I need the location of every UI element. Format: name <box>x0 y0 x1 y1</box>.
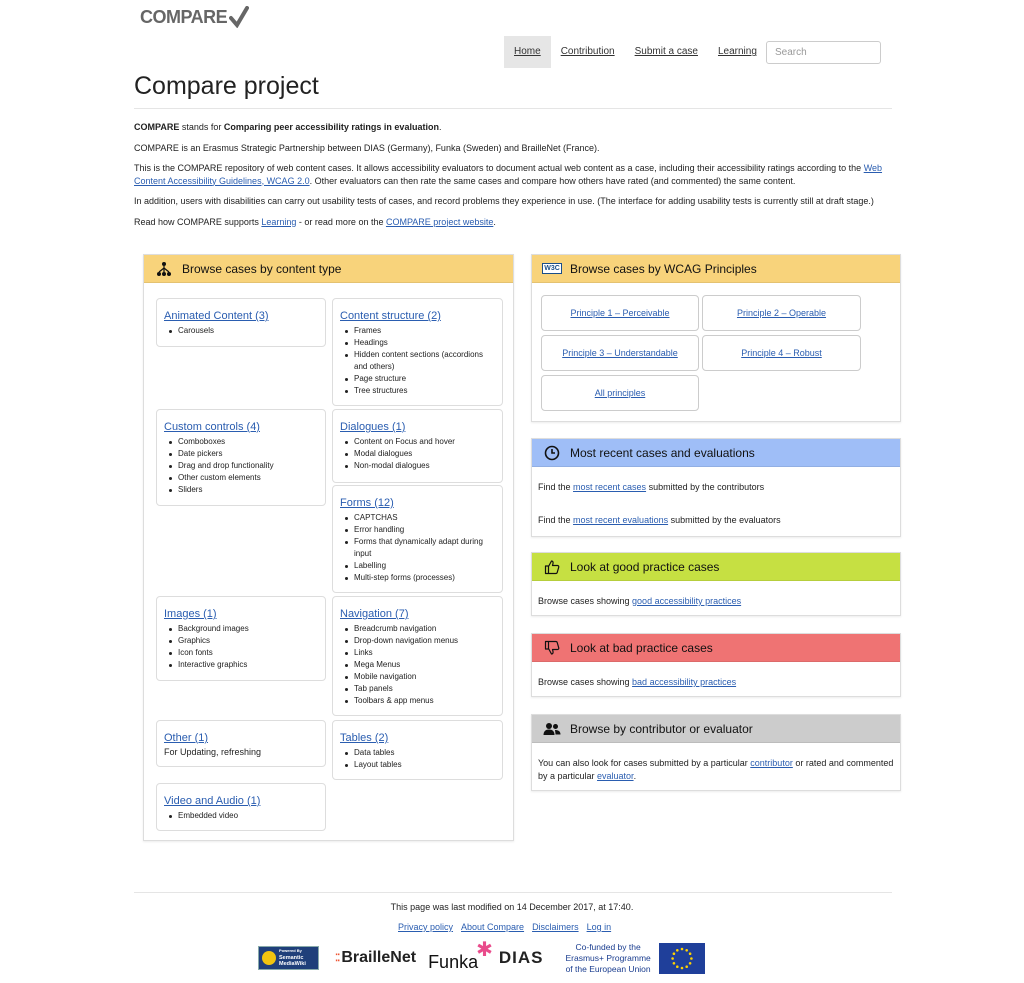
smw-flower-icon <box>262 951 276 965</box>
users-icon <box>542 719 562 739</box>
category-card <box>156 409 326 506</box>
dias-text: DIAS <box>498 948 544 967</box>
intro-strong: COMPARE <box>134 122 180 132</box>
subcategory-item: Labelling <box>340 560 495 572</box>
divider <box>134 108 892 109</box>
category-card <box>332 485 503 593</box>
subcategory-item: Page structure <box>340 373 495 385</box>
subcategory-list <box>164 810 318 822</box>
body-text: Browse cases showing <box>538 596 633 606</box>
eu-line: of the European Union <box>565 963 651 974</box>
category-card <box>332 720 503 780</box>
subcategory-item: Error handling <box>340 524 495 536</box>
subcategory-item: Sliders <box>164 484 318 496</box>
all-principles-button[interactable]: All principles <box>541 375 699 411</box>
subcategory-list <box>340 325 495 397</box>
subcategory-item: Icon fonts <box>164 647 318 659</box>
footer-divider <box>134 892 892 893</box>
w3c-icon <box>542 259 562 279</box>
category-card <box>332 298 503 406</box>
hierarchy-icon <box>154 259 174 279</box>
body-text: submitted by the contributors <box>646 482 765 492</box>
subcategory-list <box>164 436 318 496</box>
principle-2-button[interactable]: Principle 2 – Operable <box>702 295 861 331</box>
subcategory-item: Comboboxes <box>164 436 318 448</box>
subcategory-item: Hidden content sections (accordions and others) <box>340 349 495 373</box>
braillenet-logo <box>335 949 416 967</box>
eu-line: Erasmus+ Programme <box>565 952 651 963</box>
subcategory-item: Frames <box>340 325 495 337</box>
intro-strong: Comparing peer accessibility ratings in evaluation <box>223 122 439 132</box>
subcategory-item: Links <box>340 647 495 659</box>
smw-line: MediaWiki <box>279 961 306 968</box>
body-text: or rated and commented by a particular <box>538 758 894 781</box>
category-link[interactable]: Other (1) <box>164 732 209 744</box>
subcategory-item: Toolbars & app menus <box>340 695 495 707</box>
subcategory-item: Layout tables <box>340 759 495 771</box>
partner-logos <box>258 940 705 976</box>
panel-title: Look at bad practice cases <box>570 640 713 655</box>
main-nav <box>504 36 767 68</box>
bad-practice-body <box>532 662 900 689</box>
semantic-mediawiki-badge[interactable] <box>258 946 319 970</box>
subcategory-list <box>340 747 495 771</box>
panel-title: Most recent cases and evaluations <box>570 445 755 460</box>
braille-dots-icon: ⁚⁚ <box>335 952 340 964</box>
evaluator-link[interactable]: evaluator <box>597 771 634 781</box>
category-link[interactable]: Navigation (7) <box>340 608 409 620</box>
search-input[interactable] <box>766 41 881 64</box>
intro-text-span: This is the COMPARE repository of web content cases. It allows accessibility evaluators to document actual web content as a case, including their accessibility ratings according to the <box>134 163 864 173</box>
contributor-body <box>532 743 900 783</box>
smw-line: Semantic <box>279 954 304 961</box>
principle-3-button[interactable]: Principle 3 – Understandable <box>541 335 699 371</box>
category-card <box>156 298 326 347</box>
panel-title: Browse cases by content type <box>182 261 342 276</box>
category-card <box>332 409 503 483</box>
category-card <box>156 783 326 831</box>
panel-title: Browse by contributor or evaluator <box>570 721 753 736</box>
page-title: Compare project <box>134 72 319 100</box>
nav-home[interactable]: Home <box>504 36 551 68</box>
nav-submit-case[interactable]: Submit a case <box>634 46 698 57</box>
bad-practice-heading <box>532 634 900 662</box>
subcategory-list <box>164 325 318 337</box>
intro-text-span: . <box>493 216 496 227</box>
thumbs-up-icon <box>542 557 562 577</box>
subcategory-item: Embedded video <box>164 810 318 822</box>
body-text: submitted by the evaluators <box>668 515 781 525</box>
bad-practices-link[interactable]: bad accessibility practices <box>632 677 737 687</box>
braillenet-text: BrailleNet <box>341 949 417 966</box>
category-link[interactable]: Animated Content (3) <box>164 310 269 322</box>
panel-title: Browse cases by WCAG Principles <box>570 261 757 276</box>
subcategory-item: Drop-down navigation menus <box>340 635 495 647</box>
recent-evaluations-link[interactable]: most recent evaluations <box>573 515 669 525</box>
subcategory-item: Modal dialogues <box>340 448 495 460</box>
subcategory-item: Graphics <box>164 635 318 647</box>
subcategory-item: Data tables <box>340 747 495 759</box>
contributor-panel <box>531 714 901 791</box>
eu-cofunded-text <box>565 942 650 975</box>
principle-4-button[interactable]: Principle 4 – Robust <box>702 335 861 371</box>
intro-text <box>134 121 890 236</box>
subcategory-item: Non-modal dialogues <box>340 460 495 472</box>
category-link[interactable]: Custom controls (4) <box>164 421 260 433</box>
intro-text-span: stands for <box>179 122 224 132</box>
intro-text-span: - or read more on the <box>296 216 386 227</box>
wcag-heading <box>532 255 900 283</box>
wcag-link[interactable]: Web Content Accessibility Guidelines, WCAG 2.0 <box>134 163 883 186</box>
recent-cases-line <box>538 481 894 494</box>
funka-logo <box>428 941 493 975</box>
body-text: . <box>633 771 637 781</box>
category-link[interactable]: Forms (12) <box>340 497 394 509</box>
intro-p2: COMPARE is an Erasmus Strategic Partnership between DIAS (Germany), Funka (Sweden) and BrailleNet (France). <box>134 142 600 153</box>
good-practice-body <box>532 581 900 608</box>
subcategory-list <box>164 623 318 671</box>
intro-p1 <box>134 121 890 134</box>
log-in-link[interactable]: Log in <box>586 922 612 932</box>
project-website-link[interactable]: COMPARE project website <box>385 216 494 227</box>
subcategory-item: Other custom elements <box>164 472 318 484</box>
subcategory-item: Content on Focus and hover <box>340 436 495 448</box>
body-text: Browse cases showing <box>538 677 633 687</box>
intro-text-span: . <box>438 122 442 132</box>
checkmark-icon <box>229 6 249 28</box>
contributor-heading <box>532 715 900 743</box>
recent-heading <box>532 439 900 467</box>
category-card <box>332 596 503 716</box>
subcategory-item: Tree structures <box>340 385 495 397</box>
subcategory-item: Date pickers <box>164 448 318 460</box>
site-logo[interactable] <box>140 6 249 28</box>
subcategory-item: Multi-step forms (processes) <box>340 572 495 584</box>
body-text: You can also look for cases submitted by a particular <box>538 758 751 768</box>
subcategory-item: Forms that dynamically adapt during input <box>340 536 495 560</box>
learning-link[interactable]: Learning <box>261 216 297 227</box>
nav-learning[interactable]: Learning <box>717 46 757 57</box>
clock-icon <box>542 443 562 463</box>
intro-p4: In addition, users with disabilities can carry out usability tests of cases, and record problems they experience in use. (The interface for adding usability tests is currently still at draft stage.) <box>134 196 874 206</box>
content-type-heading <box>144 255 513 283</box>
body-text: Find the <box>538 515 574 525</box>
recent-panel <box>531 438 901 537</box>
subcategory-item: Carousels <box>164 325 318 337</box>
category-card <box>156 596 326 681</box>
funka-text: Funka <box>428 952 479 972</box>
panel-title: Look at good practice cases <box>570 559 720 574</box>
good-practice-panel <box>531 552 901 616</box>
nav-contribution[interactable]: Contribution <box>560 46 615 57</box>
category-card <box>156 720 326 767</box>
eu-line: Co-funded by the <box>575 941 641 952</box>
subcategory-list <box>340 436 495 472</box>
dias-logo <box>499 948 544 968</box>
contributor-link[interactable]: contributor <box>750 758 793 768</box>
recent-body <box>532 467 900 527</box>
category-link[interactable]: Dialogues (1) <box>340 421 406 433</box>
good-practice-heading <box>532 553 900 581</box>
footer-links <box>398 922 611 932</box>
intro-p3 <box>134 162 890 187</box>
star-icon: ✱ <box>476 939 493 961</box>
w3c-icon-text: W3C <box>544 265 560 272</box>
subcategory-item: Interactive graphics <box>164 659 318 671</box>
intro-text-span: Read how COMPARE supports <box>134 216 262 227</box>
category-link[interactable]: Content structure (2) <box>340 310 441 322</box>
category-link[interactable]: Images (1) <box>164 608 217 620</box>
subcategory-item: Breadcrumb navigation <box>340 623 495 635</box>
smw-line: Powered By <box>279 948 302 954</box>
logo-text: COMPARE <box>140 6 228 27</box>
subcategory-item: Background images <box>164 623 318 635</box>
principle-1-button[interactable]: Principle 1 – Perceivable <box>541 295 699 331</box>
subcategory-item: Tab panels <box>340 683 495 695</box>
bad-practice-panel <box>531 633 901 697</box>
thumbs-down-icon <box>542 638 562 658</box>
subcategory-item: Headings <box>340 337 495 349</box>
subcategory-item: CAPTCHAS <box>340 512 495 524</box>
subcategory-item: Mobile navigation <box>340 671 495 683</box>
intro-text-span: . Other evaluators can then rate the same cases and compare how others have rated (and commented) the same content. <box>309 175 796 186</box>
recent-cases-link[interactable]: most recent cases <box>573 482 647 492</box>
category-link[interactable]: Video and Audio (1) <box>164 795 261 807</box>
subcategory-item: Mega Menus <box>340 659 495 671</box>
eu-flag-icon <box>659 943 705 974</box>
good-practices-link[interactable]: good accessibility practices <box>632 596 742 606</box>
disclaimers-link[interactable]: Disclaimers <box>532 922 579 932</box>
subcategory-list <box>340 623 495 707</box>
category-description: For Updating, refreshing <box>164 747 262 757</box>
privacy-policy-link[interactable]: Privacy policy <box>398 922 454 932</box>
subcategory-item: Drag and drop functionality <box>164 460 318 472</box>
intro-p5 <box>134 216 890 229</box>
category-link[interactable]: Tables (2) <box>340 732 389 744</box>
recent-evals-line <box>538 514 894 527</box>
smw-text <box>279 948 306 968</box>
last-modified: This page was last modified on 14 December 2017, at 17:40. <box>390 902 634 912</box>
body-text: Find the <box>538 482 574 492</box>
about-compare-link[interactable]: About Compare <box>461 922 525 932</box>
subcategory-list <box>340 512 495 584</box>
